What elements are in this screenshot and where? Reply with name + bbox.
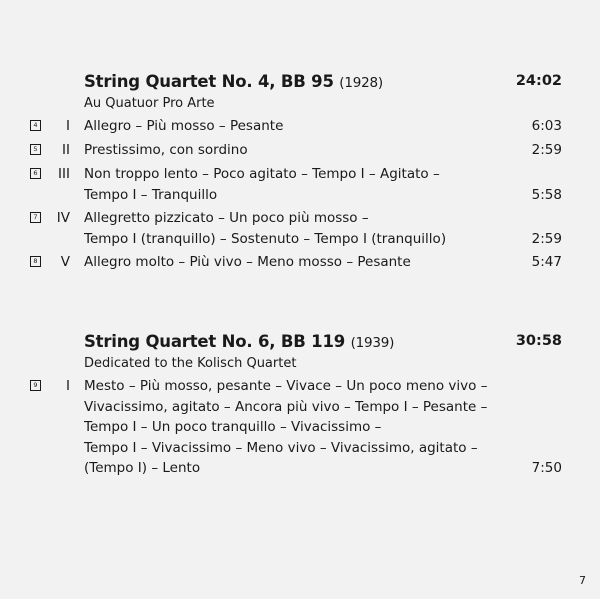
track-duration: 6:03 xyxy=(531,118,562,134)
movement-tempo-line: (Tempo I) – Lento xyxy=(84,460,201,476)
movement-tempo xyxy=(84,116,504,137)
track-duration: 2:59 xyxy=(531,230,562,247)
movement-numeral: II xyxy=(62,142,70,158)
movement-tempo-line: Allegretto pizzicato – Un poco più mosso – xyxy=(84,210,369,226)
work-dedication: Au Quatuor Pro Arte xyxy=(84,96,215,111)
movement-numeral: IV xyxy=(56,210,70,226)
movement-tempo-line: Allegro molto – Più vivo – Meno mosso – Pesante xyxy=(84,254,411,270)
work-dedication: Dedicated to the Kolisch Quartet xyxy=(84,356,297,371)
movement-numeral: I xyxy=(66,118,70,134)
movement-tempo-line: Mesto – Più mosso, pesante – Vivace – Un poco meno vivo – xyxy=(84,378,488,394)
track-duration: 7:50 xyxy=(531,460,562,476)
movement-numeral: III xyxy=(58,166,70,182)
work-header xyxy=(0,332,600,376)
work-section xyxy=(0,332,600,476)
movement-tempo-line: Allegro – Più mosso – Pesante xyxy=(84,118,284,134)
work-title xyxy=(84,72,383,91)
movement-tempo xyxy=(84,140,504,161)
work-year: (1939) xyxy=(350,335,395,351)
movement-tempo xyxy=(84,208,504,249)
work-total-duration: 24:02 xyxy=(515,73,562,89)
track-duration: 5:47 xyxy=(531,254,562,270)
work-header xyxy=(0,72,600,116)
movement-tempo-line: Non troppo lento – Poco agitato – Tempo I – Agitato – xyxy=(84,166,440,182)
movement-tempo-line: Tempo I (tranquillo) – Sostenuto – Tempo I (tranquillo) xyxy=(84,230,447,247)
movement-tempo-line: Tempo I – Un poco tranquillo – Vivacissimo – xyxy=(84,419,382,435)
movement-numeral: I xyxy=(66,378,70,394)
track-number-box: 6 xyxy=(30,168,41,179)
track-duration: 5:58 xyxy=(531,186,562,203)
track-number-box: 8 xyxy=(30,256,41,267)
work-title xyxy=(84,332,394,351)
work-title-text: String Quartet No. 4, BB 95 xyxy=(84,72,340,91)
page-number: 7 xyxy=(579,574,586,587)
work-title-text: String Quartet No. 6, BB 119 xyxy=(84,332,351,351)
track-number-box: 7 xyxy=(30,212,41,223)
movement-tempo-line: Prestissimo, con sordino xyxy=(84,142,248,158)
track-number-box: 5 xyxy=(30,144,41,155)
movement-tempo-line: Vivacissimo, agitato – Ancora più vivo – Tempo I – Pesante – xyxy=(84,398,488,415)
movement-tempo-line: Tempo I – Vivacissimo – Meno vivo – Vivacissimo, agitato – xyxy=(84,439,478,456)
movement-tempo xyxy=(84,252,504,273)
movement-tempo xyxy=(84,376,504,479)
track-number-box: 4 xyxy=(30,120,41,131)
work-total-duration: 30:58 xyxy=(515,333,562,349)
movement-numeral: V xyxy=(60,254,70,270)
movement-tempo xyxy=(84,164,504,205)
track-number-box: 9 xyxy=(30,380,41,391)
movement-tempo-line: Tempo I – Tranquillo xyxy=(84,186,218,203)
track-duration: 2:59 xyxy=(531,142,562,158)
work-year: (1928) xyxy=(339,75,383,91)
work-section xyxy=(0,72,600,270)
